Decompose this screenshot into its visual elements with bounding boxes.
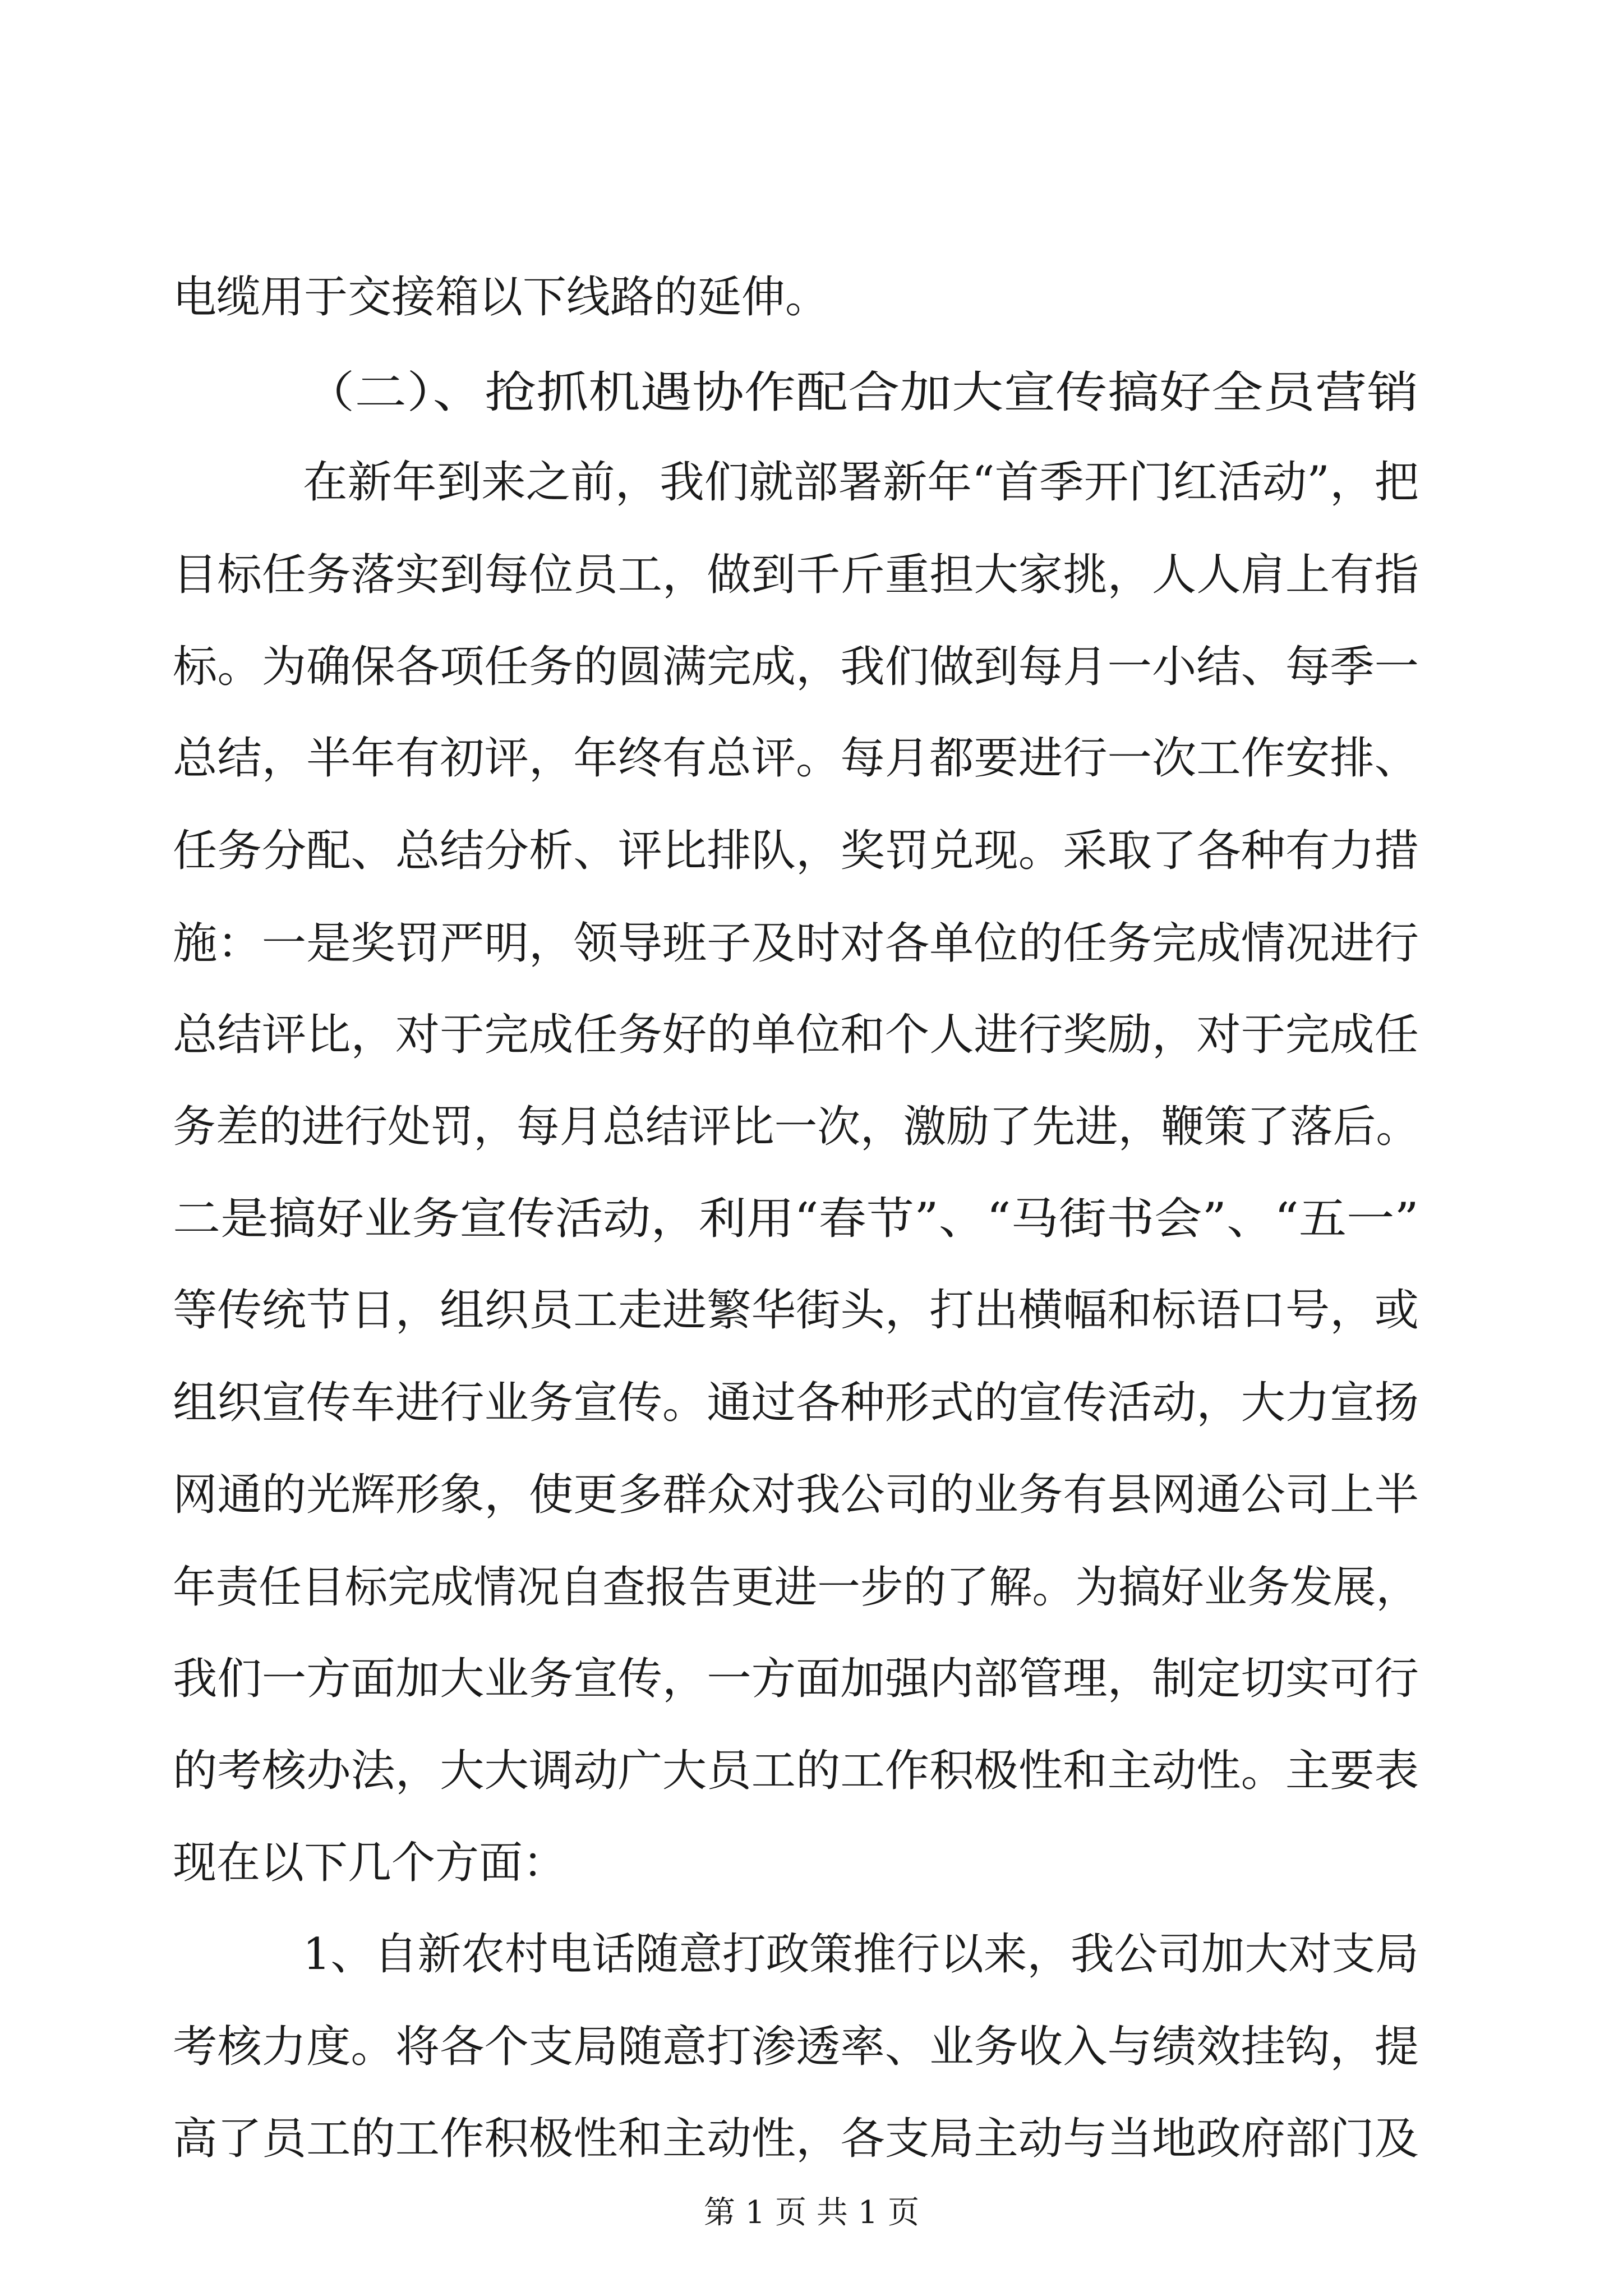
page-number-footer: 第 1 页 共 1 页 — [703, 2194, 920, 2231]
text-line: 在新年到来之前，我们就部署新年“首季开门红活动”，把 — [303, 457, 1419, 508]
text-line: 1、自新农村电话随意打政策推行以来，我公司加大对支局 — [303, 1929, 1419, 1980]
text-line: 务差的进行处罚，每月总结评比一次，激励了先进，鞭策了落后。 — [173, 1102, 1419, 1152]
section-heading: （二）、抢抓机遇协作配合加大宣传搞好全员营销 — [303, 367, 1419, 418]
text-line: 组织宣传车进行业务宣传。通过各种形式的宣传活动，大力宣扬 — [173, 1378, 1419, 1428]
text-line: 我们一方面加大业务宣传，一方面加强内部管理，制定切实可行 — [173, 1654, 1419, 1704]
text-line: 等传统节日，组织员工走进繁华街头，打出横幅和标语口号，或 — [173, 1285, 1419, 1336]
text-line: 目标任务落实到每位员工，做到千斤重担大家挑，人人肩上有指 — [173, 550, 1419, 600]
text-line: 总结，半年有初评，年终有总评。每月都要进行一次工作安排、 — [173, 733, 1419, 784]
text-line: 现在以下几个方面： — [173, 1838, 567, 1888]
text-line: 任务分配、总结分析、评比排队，奖罚兑现。采取了各种有力措 — [173, 826, 1419, 876]
text-line: 施：一是奖罚严明，领导班子及时对各单位的任务完成情况进行 — [173, 918, 1419, 969]
text-line: 的考核办法，大大调动广大员工的工作积极性和主动性。主要表 — [173, 1746, 1419, 1796]
text-line: 二是搞好业务宣传活动，利用“春节”、“马街书会”、“五一” — [173, 1194, 1419, 1244]
text-line: 标。为确保各项任务的圆满完成，我们做到每月一小结、每季一 — [173, 642, 1419, 692]
text-line: 网通的光辉形象，使更多群众对我公司的业务有县网通公司上半 — [173, 1470, 1419, 1520]
text-line: 高了员工的工作积极性和主动性，各支局主动与当地政府部门及 — [173, 2114, 1419, 2164]
text-line: 电缆用于交接箱以下线路的延伸。 — [173, 272, 829, 323]
text-line: 年责任目标完成情况自查报告更进一步的了解。为搞好业务发展， — [173, 1562, 1419, 1613]
text-line: 总结评比，对于完成任务好的单位和个人进行奖励，对于完成任 — [173, 1010, 1419, 1060]
text-line: 考核力度。将各个支局随意打渗透率、业务收入与绩效挂钩，提 — [173, 2022, 1419, 2072]
